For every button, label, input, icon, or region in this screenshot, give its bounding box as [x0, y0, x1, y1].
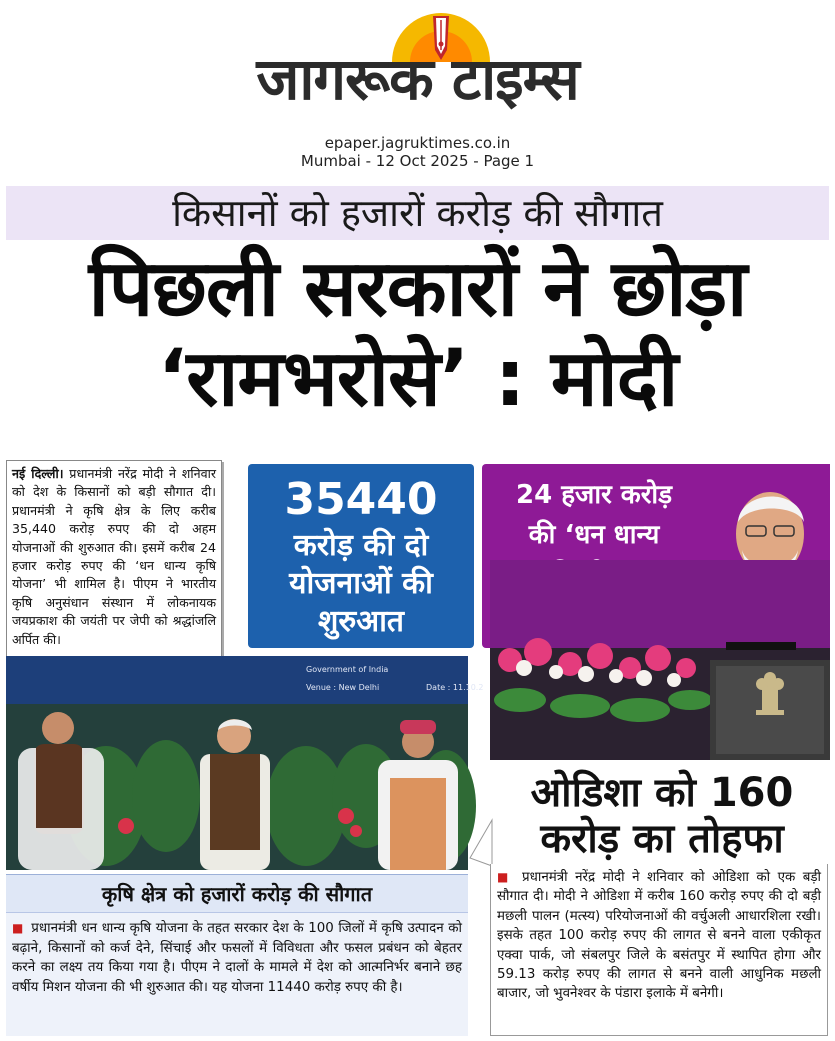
- caption-story-text: प्रधानमंत्री धन धान्य कृषि योजना के तहत सरकार देश के 100 जिलों में कृषि उत्पादन को बढ़ाने, किसानों को कर्ज देने, सिंचाई और फसलों में विविधता और फसल प्रबंधन को बेहतर करने का लक्ष्य तय किया गया है। पीएम ने दालों के मामले में देश को आत्मनिर्भर बनाने छह वर्षीय मिशन योजना की भी शुरुआत की। यह योजना 11440 करोड़ रुपए की है।: [12, 921, 462, 995]
- kicker-headline: किसानों को हजारों करोड़ की सौगात: [6, 186, 829, 240]
- odisha-story-text: प्रधानमंत्री नरेंद्र मोदी ने शनिवार को ओडिशा को एक बड़ी सौगात दी। मोदी ने ओडिशा में करीब 160 करोड़ रुपए की दो बड़ी मछली पालन (मत्स्य) परियोजनाओं की वर्चुअली आधारशिला रखी। इसके तहत 100 करोड़ रुपए की लागत से बनने वाला एकीकृत एक्वा पार्क, जो संबलपुर जिले के बसंतपुर में स्थापित होगा और 59.13 करोड़ रुपए की लागत से बनने वाली आधुनिक मछली बाजार, जो भुवनेश्वर के पंडारा इलाके में बनेगी।: [497, 870, 821, 1002]
- callout-pointer: [470, 820, 492, 866]
- purple-panel-line1: 24 हजार करोड़: [516, 480, 672, 510]
- event-stage-image: [6, 656, 484, 870]
- bullet-square-icon: ■: [12, 921, 24, 935]
- caption-story: [6, 912, 468, 1036]
- caption-title: कृषि क्षेत्र को हजारों करोड़ की सौगात: [6, 874, 468, 913]
- event-photo: [6, 656, 484, 870]
- main-headline-line1: पिछली सरकारों ने छोड़ा: [88, 244, 747, 334]
- podium-photo: [490, 560, 830, 760]
- masthead-title: जागरूक टाइम्स: [256, 45, 579, 113]
- banner-text-venue: Venue : New Delhi: [306, 683, 380, 692]
- purple-panel-line2: की ‘धन धान्य: [528, 520, 660, 550]
- blue-highlight-panel: [248, 464, 474, 648]
- odisha-headline: [494, 770, 830, 862]
- blue-panel-line3: शुरुआत: [317, 604, 405, 639]
- banner-text-date: Date : 11.10.2: [426, 683, 484, 692]
- lead-story-text: प्रधानमंत्री नरेंद्र मोदी ने शनिवार को देश के किसानों को बड़ी सौगात दी। प्रधानमंत्री ने कृषि क्षेत्र के लिए करीब 35,440 करोड़ रुपए की दो अहम योजनाओं की शुरुआत की। इसमें करीब 24 हजार करोड़ रुपए की ‘धन धान्य कृषि योजना’ भी शामिल है। पीएम ने भारतीय कृषि अनुसंधान संस्थान में लोकनायक जयप्रकाश की जयंती पर जेपी को श्रद्धांजलि अर्पित की।: [12, 466, 216, 647]
- flowers-podium-image: [490, 560, 830, 760]
- bullet-square-icon: ■: [497, 870, 512, 884]
- banner-text-line1: Government of India: [306, 665, 389, 674]
- lead-dateline: नई दिल्ली।: [12, 466, 64, 481]
- main-headline: [0, 244, 835, 424]
- blue-panel-line2: योजनाओं की: [289, 566, 433, 601]
- site-url[interactable]: epaper.jagruktimes.co.in: [324, 134, 511, 152]
- blue-panel-line1: करोड़ की दो: [293, 528, 429, 563]
- odisha-headline-line2: करोड़ का तोहफा: [540, 816, 784, 862]
- edition-dateline: Mumbai - 12 Oct 2025 - Page 1: [300, 152, 535, 170]
- main-headline-line2: ‘रामभरोसे’ : मोदी: [157, 334, 678, 424]
- odisha-headline-line1: ओडिशा को 160: [530, 770, 794, 816]
- odisha-story: [490, 864, 828, 1036]
- blue-panel-number: 35440: [284, 474, 438, 525]
